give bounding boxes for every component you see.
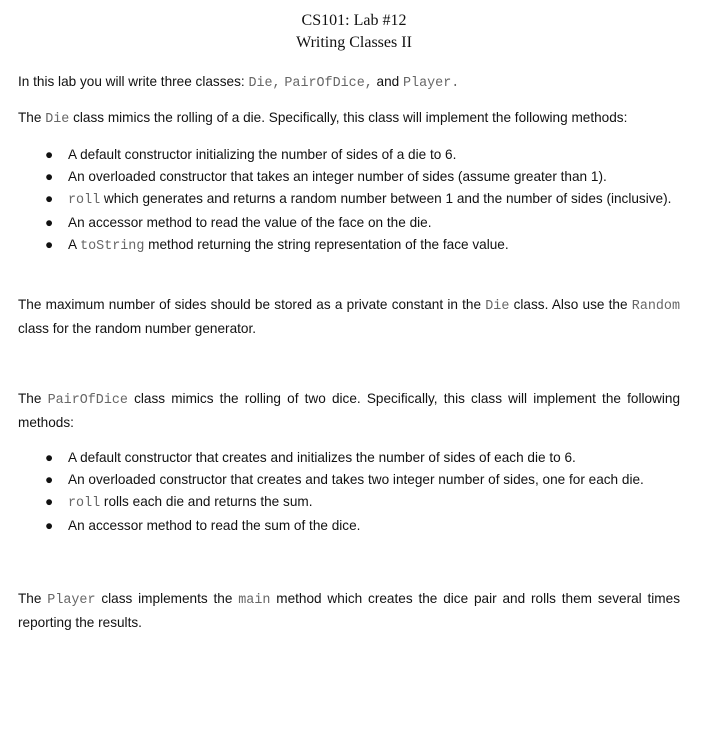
list-item-text: An accessor method to read the sum of the dice. xyxy=(68,518,361,533)
list-item xyxy=(0,166,680,188)
list-item xyxy=(0,234,680,258)
code-roll: roll xyxy=(68,496,101,511)
intro-and: and xyxy=(372,74,404,89)
list-item-text: method returning the string representation of the face value. xyxy=(144,237,509,252)
player-paragraph xyxy=(18,588,680,634)
list-item xyxy=(0,144,680,166)
bullet-icon: ● xyxy=(45,237,54,252)
die-methods-list xyxy=(0,144,680,258)
code-main: main xyxy=(238,593,271,608)
list-item xyxy=(0,188,680,212)
pair-lead-the: The xyxy=(18,391,48,406)
list-item-text: A default constructor initializing the number of sides of a die to 6. xyxy=(68,147,457,162)
pair-lead-text: class mimics the rolling of two dice. Specifically, this class will implement the following methods: xyxy=(18,391,681,430)
code-pairofdice: PairOfDice, xyxy=(284,76,373,91)
note-text: class. Also use the xyxy=(509,297,632,312)
intro-text: In this lab you will write three classes: xyxy=(18,74,249,89)
bullet-icon: ● xyxy=(45,169,54,184)
player-lead-the: The xyxy=(18,591,48,606)
pair-intro-paragraph xyxy=(18,388,680,434)
die-lead-the: The xyxy=(18,110,46,125)
list-item-text: which generates and returns a random number between 1 and the number of sides (inclusive). xyxy=(100,191,672,206)
list-item-text: A default constructor that creates and initializes the number of sides of each die to 6. xyxy=(68,450,576,465)
code-die: Die xyxy=(485,299,510,314)
note-text: The maximum number of sides should be stored as a private constant in the xyxy=(18,297,486,312)
code-die: Die xyxy=(45,112,70,127)
list-item xyxy=(0,491,680,515)
list-item xyxy=(0,515,680,537)
note-text: class for the random number generator. xyxy=(18,321,257,336)
pair-methods-list xyxy=(0,447,680,537)
page-subtitle: Writing Classes II xyxy=(296,34,412,51)
bullet-icon: ● xyxy=(45,147,54,162)
list-item-text: An accessor method to read the value of the face on the die. xyxy=(68,215,432,230)
bullet-icon: ● xyxy=(45,472,54,487)
code-tostring: toString xyxy=(80,239,145,254)
player-text: class implements the xyxy=(95,591,239,606)
die-lead-text: class mimics the rolling of a die. Specifically, this class will implement the following methods: xyxy=(69,110,628,125)
list-item-text: An overloaded constructor that takes an integer number of sides (assume greater than 1). xyxy=(68,169,607,184)
die-intro-paragraph xyxy=(18,107,680,131)
bullet-icon: ● xyxy=(45,494,54,509)
bullet-icon: ● xyxy=(45,215,54,230)
list-item xyxy=(0,469,680,491)
list-item-text: rolls each die and returns the sum. xyxy=(100,494,313,509)
die-note-paragraph xyxy=(18,294,680,340)
page-title: CS101: Lab #12 xyxy=(301,12,407,29)
bullet-icon: ● xyxy=(45,518,54,533)
code-pairofdice: PairOfDice xyxy=(47,393,128,408)
code-player: Player xyxy=(47,593,96,608)
list-item-text: A xyxy=(68,237,81,252)
list-item-text: An overloaded constructor that creates and takes two integer number of sides, one for each die. xyxy=(68,472,644,487)
player-text: method which creates the dice pair and rolls them several times reporting the results. xyxy=(18,591,680,630)
list-item xyxy=(0,447,680,469)
list-item xyxy=(0,212,680,234)
bullet-icon: ● xyxy=(45,191,54,206)
code-roll: roll xyxy=(68,193,101,208)
code-random: Random xyxy=(631,299,680,314)
intro-paragraph xyxy=(18,71,680,95)
bullet-icon: ● xyxy=(45,450,54,465)
code-die: Die, xyxy=(248,76,281,91)
code-player: Player. xyxy=(403,76,460,91)
